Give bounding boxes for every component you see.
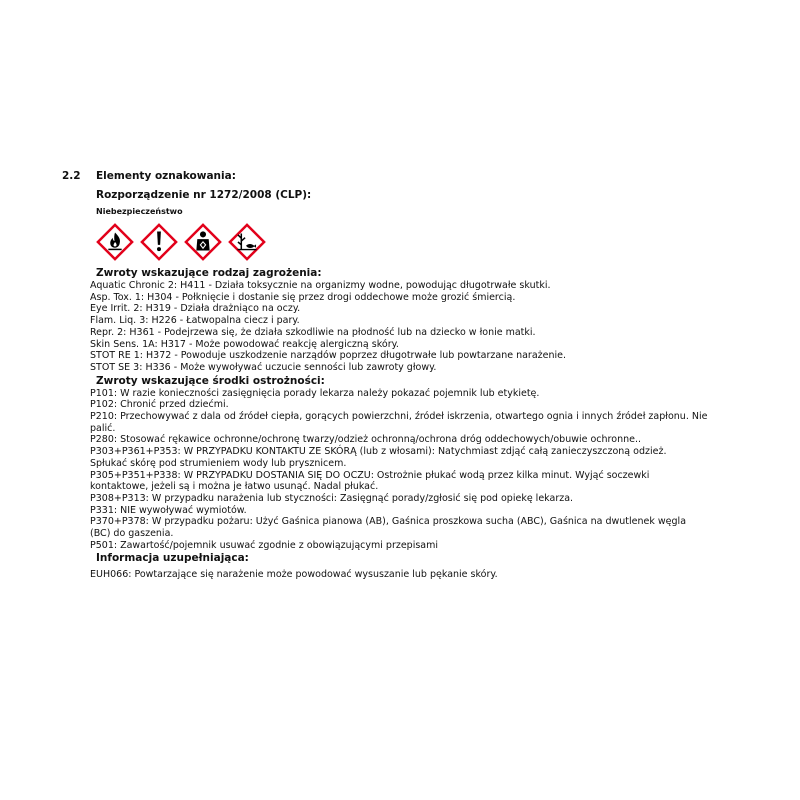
hazard-statements-list (90, 280, 766, 374)
precautionary-statements-heading: Zwroty wskazujące środki ostrożności: (96, 374, 325, 387)
list-item: Asp. Tox. 1: H304 - Połknięcie i dostanie się przez drogi oddechowe może grozić śmiercią. (90, 291, 516, 303)
list-item: Flam. Liq. 3: H226 - Łatwopalna ciecz i pary. (90, 315, 300, 327)
list-item: P308+P313: W przypadku narażenia lub styczności: Zasięgnąć porady/zgłosić się pod opiekę lekarza. (90, 492, 574, 504)
exclamation-mark-icon (140, 223, 178, 261)
regulation-heading: Rozporządzenie nr 1272/2008 (CLP): (96, 189, 312, 201)
list-item: P331: NIE wywoływać wymiotów. (90, 504, 247, 516)
precautionary-statements-list (90, 388, 766, 552)
list-item: palić. (90, 422, 116, 434)
environment-icon (228, 223, 266, 261)
list-item: P370+P378: W przypadku pożaru: Użyć Gaśnica pianowa (AB), Gaśnica proszkowa sucha (ABC), Gaśnica na dwutlenek węgla (90, 516, 687, 528)
list-item: Repr. 2: H361 - Podejrzewa się, że działa szkodliwie na płodność lub na dziecko w łonie matki. (90, 326, 536, 338)
label-content (90, 266, 766, 581)
list-item: P101: W razie konieczności zasięgnięcia porady lekarza należy pokazać pojemnik lub etykietę. (90, 387, 540, 399)
list-item: kontaktowe, jeżeli są i można je łatwo usunąć. Nadal płukać. (90, 481, 379, 493)
supplementary-info-text: EUH066: Powtarzające się narażenie może powodować wysuszanie lub pękanie skóry. (90, 569, 498, 581)
health-hazard-icon (184, 223, 222, 261)
flame-icon (96, 223, 134, 261)
ghs-pictograms (96, 223, 266, 261)
signal-word: Niebezpieczeństwo (96, 207, 183, 216)
list-item: P501: Zawartość/pojemnik usuwać zgodnie z obowiązującymi przepisami (90, 539, 439, 551)
list-item: Aquatic Chronic 2: H411 - Działa toksycznie na organizmy wodne, powodując długotrwałe skutki. (90, 280, 551, 291)
list-item: Eye Irrit. 2: H319 - Działa drażniąco na oczy. (90, 303, 301, 315)
section-number: 2.2 (62, 170, 81, 182)
section-title: Elementy oznakowania: (96, 170, 236, 182)
list-item: P305+P351+P338: W PRZYPADKU DOSTANIA SIĘ DO OCZU: Ostrożnie płukać wodą przez kilka minut. Wyjąć soczewki (90, 469, 650, 481)
list-item: P303+P361+P353: W PRZYPADKU KONTAKTU ZE SKÓRĄ (lub z włosami): Natychmiast zdjąć całą zanieczyszczoną odzież. (90, 446, 667, 458)
list-item: STOT RE 1: H372 - Powoduje uszkodzenie narządów poprzez długotrwałe lub powtarzane narażenie. (90, 350, 567, 362)
list-item: Spłukać skórę pod strumieniem wody lub prysznicem. (90, 457, 347, 469)
list-item: P210: Przechowywać z dala od źródeł ciepła, gorących powierzchni, źródeł iskrzenia, otwartego ognia i innych źródeł zapłonu. Nie (90, 411, 708, 423)
list-item: STOT SE 3: H336 - Może wywoływać uczucie senności lub zawroty głowy. (90, 361, 437, 373)
list-item: P102: Chronić przed dziećmi. (90, 399, 229, 411)
supplementary-info-heading: Informacja uzupełniająca: (96, 552, 249, 565)
list-item: P280: Stosować rękawice ochronne/ochronę twarzy/odzież ochronną/ochrona dróg oddechowych/obuwie ochronne.. (90, 434, 641, 446)
list-item: Skin Sens. 1A: H317 - Może powodować reakcję alergiczną skóry. (90, 338, 399, 350)
list-item: (BC) do gaszenia. (90, 528, 174, 540)
hazard-statements-heading: Zwroty wskazujące rodzaj zagrożenia: (96, 267, 322, 279)
